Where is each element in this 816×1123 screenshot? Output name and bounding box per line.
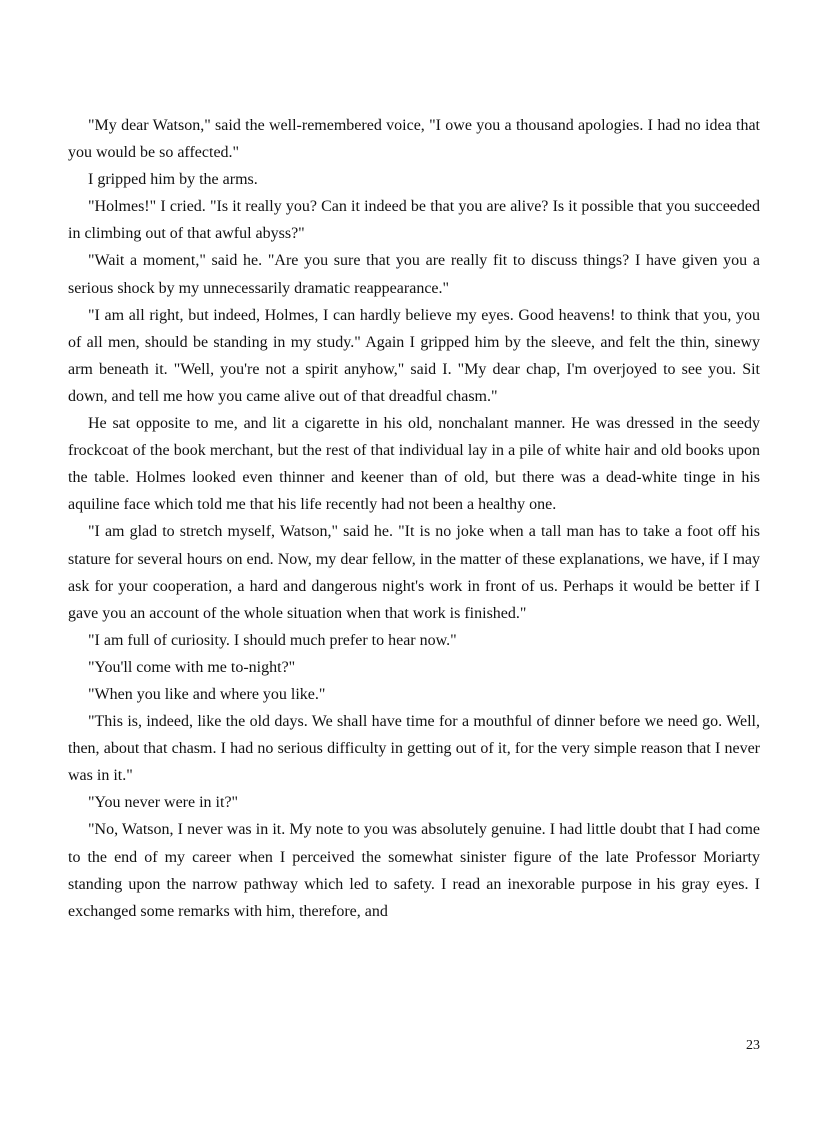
paragraph: "No, Watson, I never was in it. My note to you was absolutely genuine. I had little doubt that I had come to the end of my career when I perceived the somewhat sinister figure of the late Professor Moriarty standing upon the narrow pathway which led to safety. I read an inexorable purpose in his gray eyes. I exchanged some remarks with him, therefore, and [68,821,760,920]
paragraph: "Holmes!" I cried. "Is it really you? Can it indeed be that you are alive? Is it possible that you succeeded in climbing out of that awful abyss?" [68,198,760,243]
paragraph: "When you like and where you like." [88,685,326,703]
paragraph: "I am full of curiosity. I should much prefer to hear now." [88,631,457,649]
paragraph: "My dear Watson," said the well-remembered voice, "I owe you a thousand apologies. I had no idea that you would be so affected." [68,117,760,162]
paragraph: "This is, indeed, like the old days. We shall have time for a mouthful of dinner before we need go. Well, then, about that chasm. I had no serious difficulty in getting out of it, for the very simple reason that I never was in it." [68,713,760,785]
paragraph: He sat opposite to me, and lit a cigarette in his old, nonchalant manner. He was dressed in the seedy frockcoat of the book merchant, but the rest of that individual lay in a pile of white hair and old books upon the table. Holmes looked even thinner and keener than of old, but there was a dead-white tinge in his aquiline face which told me that his life recently had not been a healthy one. [68,415,760,514]
page-body [68,112,760,925]
paragraph: "I am all right, but indeed, Holmes, I can hardly believe my eyes. Good heavens! to think that you, you of all men, should be standing in my study." Again I gripped him by the sleeve, and felt the thin, sinewy arm beneath it. "Well, you're not a spirit anyhow," said I. "My dear chap, I'm overjoyed to see you. Sit down, and tell me how you came alive out of that dreadful chasm." [68,306,760,405]
page-number: 23 [746,1038,760,1053]
paragraph: "I am glad to stretch myself, Watson," said he. "It is no joke when a tall man has to take a foot off his stature for several hours on end. Now, my dear fellow, in the matter of these explanations, we have, if I may ask for your cooperation, a hard and dangerous night's work in front of us. Perhaps it would be better if I gave you an account of the whole situation when that work is finished." [68,523,760,622]
paragraph: "You'll come with me to-night?" [88,658,296,676]
paragraph: "You never were in it?" [88,794,239,812]
paragraph: "Wait a moment," said he. "Are you sure that you are really fit to discuss things? I have given you a serious shock by my unnecessarily dramatic reappearance." [68,252,760,297]
paragraph: I gripped him by the arms. [88,171,258,189]
